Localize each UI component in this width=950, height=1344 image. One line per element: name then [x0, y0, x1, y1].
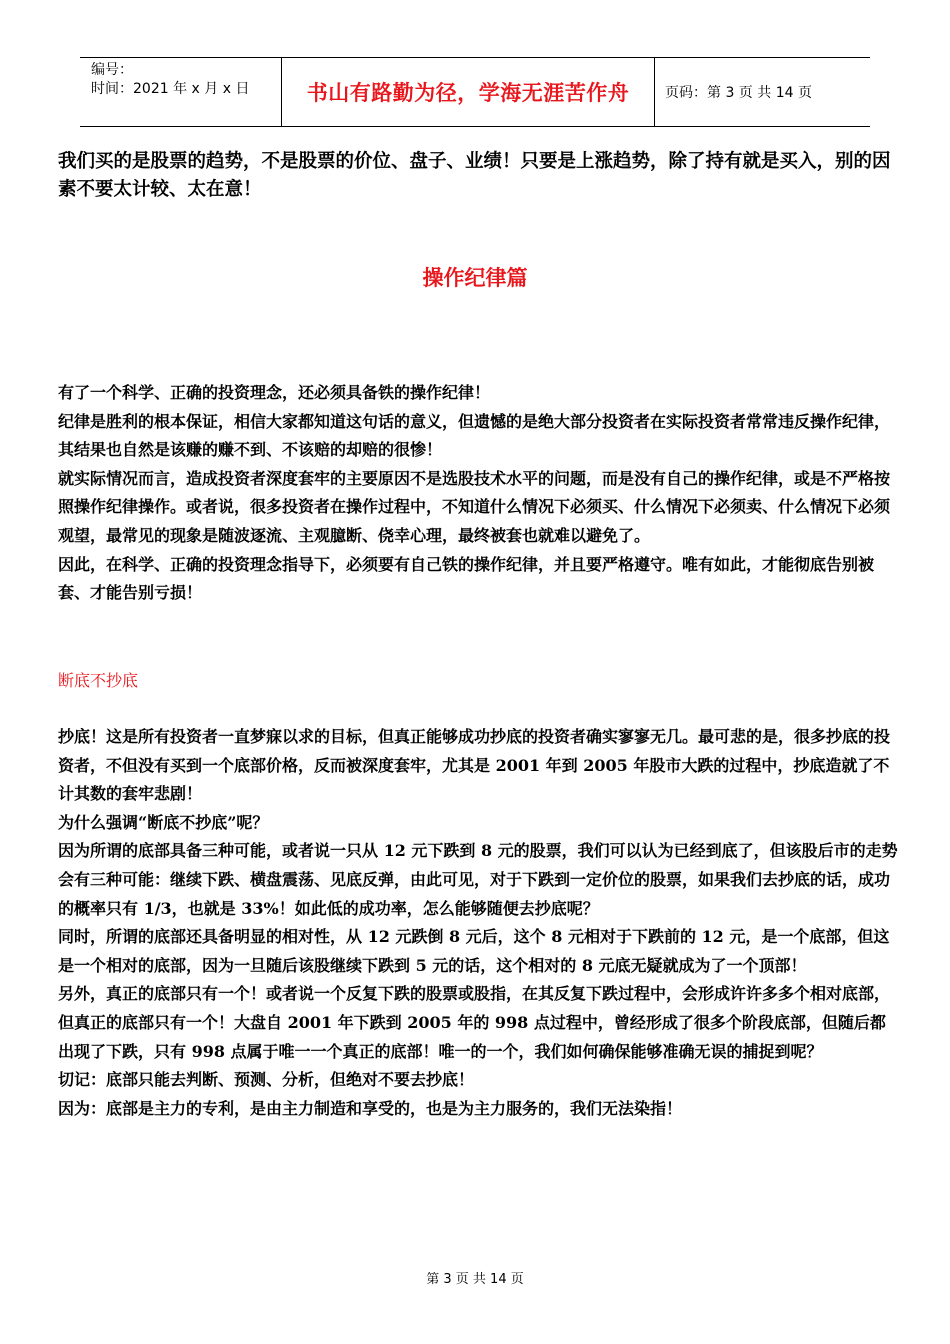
page-footer: 第 3 页 共 14 页 — [426, 1272, 524, 1287]
paragraph: 因此，在科学、正确的投资理念指导下，必须要有自己铁的操作纪律，并且要严格遵守。唯有如此，才能彻底告别被套、才能告别亏损！ — [58, 554, 875, 603]
intro-paragraph: 我们买的是股票的趋势，不是股票的价位、盘子、业绩！只要是上涨趋势，除了持有就是买入，别的因素不要太计较、太在意！ — [58, 151, 891, 200]
header-meta — [80, 58, 280, 126]
paragraph: 同时，所谓的底部还具备明显的相对性，从 12 元跌倒 8 元后，这个 8 元相对于下跌前的 12 元，是一个底部，但这是一个相对的底部，因为一旦随后该股继续下跌到 5 元的话，这个相对的 8 元底无疑就成为了一个顶部！ — [58, 927, 890, 975]
paragraph: 为什么强调“断底不抄底”呢？ — [58, 812, 269, 832]
paragraph: 因为：底部是主力的专利，是由主力制造和享受的，也是为主力服务的，我们无法染指！ — [58, 1098, 683, 1118]
paragraph: 因为所谓的底部具备三种可能，或者说一只从 12 元下跌到 8 元的股票，我们可以认为已经到底了，但该股后市的走势会有三种可能：继续下跌、横盘震荡、见底反弹，由此可见，对于下跌到一定价位的股票，如果我们去抄底的话，成功的概率只有 1/3，也就是 33%！如此低的成功率，怎么能够随便去抄底呢？ — [58, 841, 898, 918]
subsection-title: 断底不抄底 — [58, 671, 139, 690]
paragraph: 纪律是胜利的根本保证，相信大家都知道这句话的意义，但遗憾的是绝大部分投资者在实际投资者常常违反操作纪律，其结果也自然是该赚的赚不到、不该赔的却赔的很惨！ — [58, 411, 891, 460]
header-page-code: 页码：第 3 页 共 14 页 — [665, 85, 812, 101]
paragraph: 切记：底部只能去判断、预测、分析，但绝对不要去抄底！ — [58, 1070, 475, 1090]
paragraph: 另外，真正的底部只有一个！或者说一个反复下跌的股票或股指，在其反复下跌过程中，会形成许许多多个相对底部，但真正的底部只有一个！大盘自 2001 年下跌到 2005 年的 998 点过程中，曾经形成了很多个阶段底部，但随后都出现了下跌，只有 998 点属于唯一一个真正的底部！唯一的一个，我们如何确保能够准确无误的捕捉到呢？ — [58, 984, 891, 1061]
paragraph: 就实际情况而言，造成投资者深度套牢的主要原因不是选股技术水平的问题，而是没有自己的操作纪律，或是不严格按照操作纪律操作。或者说，很多投资者在操作过程中，不知道什么情况下必须买、什么情况下必须卖、什么情况下必须观望，最常见的现象是随波逐流、主观臆断、侥幸心理，最终被套也就难以避免了。 — [58, 468, 891, 545]
header-motto: 书山有路勤为径，学海无涯苦作舟 — [281, 58, 655, 126]
paragraph: 抄底！这是所有投资者一直梦寐以求的目标，但真正能够成功抄底的投资者确实寥寥无几。最可悲的是，很多抄底的投资者，不但没有买到一个底部价格，反而被深度套牢，尤其是 2001 年到 2005 年股市大跌的过程中，抄底造就了不计其数的套牢悲剧！ — [58, 727, 891, 804]
document-number-label: 编号： — [91, 62, 133, 78]
discipline-section — [58, 379, 898, 608]
paragraph: 有了一个科学、正确的投资理念，还必须具备铁的操作纪律！ — [58, 383, 491, 402]
section-title: 操作纪律篇 — [422, 265, 528, 290]
bottom-section — [58, 723, 898, 1123]
document-time-label: 时间：2021 年 x 月 x 日 — [91, 81, 250, 97]
page-header — [80, 57, 870, 127]
